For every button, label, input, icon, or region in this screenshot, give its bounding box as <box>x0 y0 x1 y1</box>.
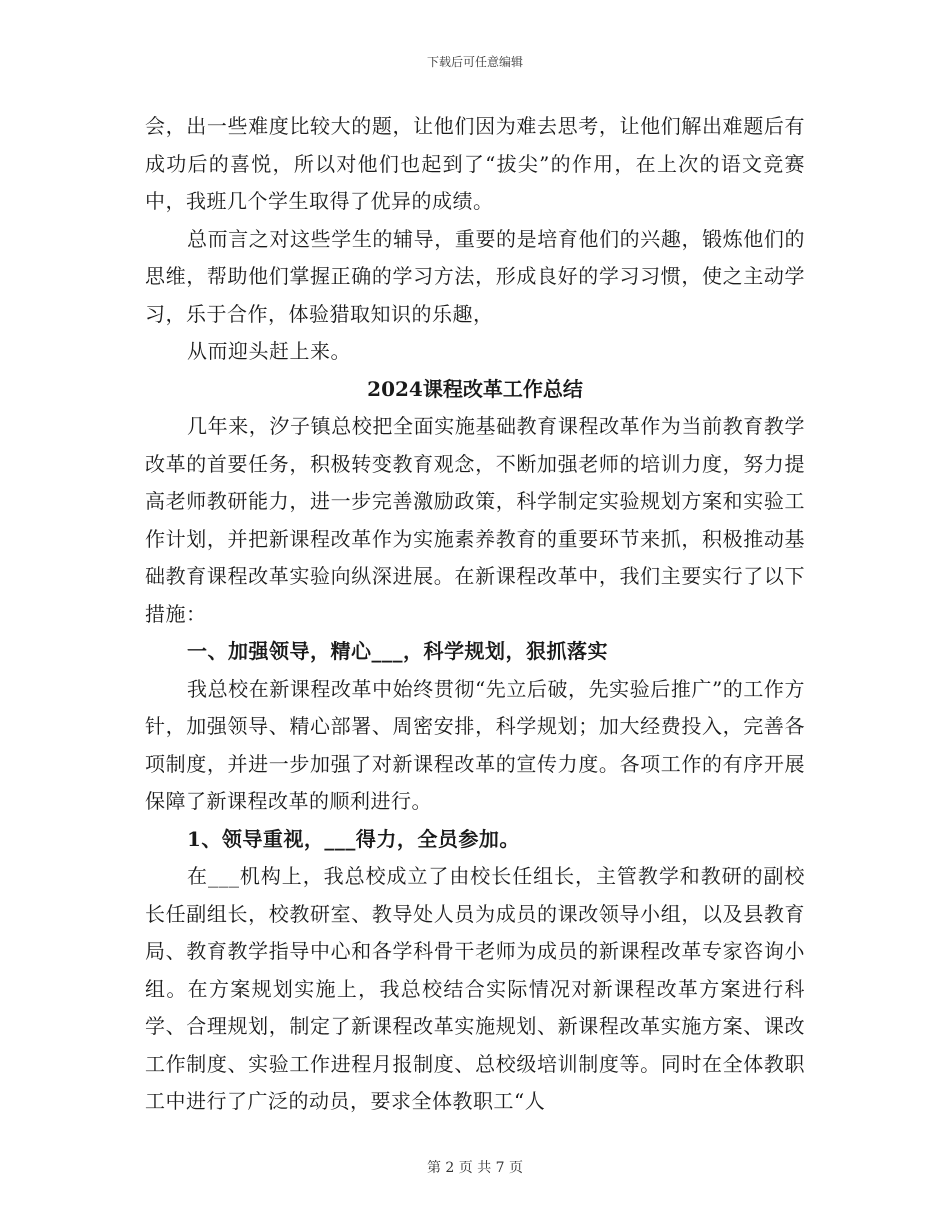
paragraph-1: 会，出一些难度比较大的题，让他们因为难去思考，让他们解出难题后有成功后的喜悦，所以对他们也起到了“拔尖”的作用，在上次的语文竞赛中，我班几个学生取得了优异的成绩。 <box>145 114 805 213</box>
paragraph-4: 几年来，汐子镇总校把全面实施基础教育课程改革作为当前教育教学改革的首要任务，积极转变教育观念，不断加强老师的培训力度，努力提高老师教研能力，进一步完善激励政策，科学制定实验规划方案和实验工作计划，并把新课程改革作为实施素养教育的重要环节来抓，积极推动基础教育课程改革实验向纵深进展。在新课程改革中，我们主要实行了以下措施： <box>145 414 805 626</box>
page-number: 第 2 页 共 7 页 <box>426 1160 524 1176</box>
paragraph-3: 从而迎头赶上来。 <box>187 339 351 363</box>
paragraph-2: 总而言之对这些学生的辅导，重要的是培育他们的兴趣，锻炼他们的思维，帮助他们掌握正确的学习方法，形成良好的学习习惯，使之主动学习，乐于合作，体验猎取知识的乐趣， <box>145 226 805 326</box>
heading-2: 1、领导重视，___得力，全员参加。 <box>187 826 520 851</box>
document-body <box>145 108 805 1121</box>
section-title: 2024课程改革工作总结 <box>367 376 583 401</box>
paragraph-6: 在___机构上，我总校成立了由校长任组长，主管教学和教研的副校长任副组长，校教研室、教导处人员为成员的课改领导小组，以及县教育局、教育教学指导中心和各学科骨干老师为成员的新课程改革专家咨询小组。在方案规划实施上，我总校结合实际情况对新课程改革方案进行科学、合理规划，制定了新课程改革实施规划、新课程改革实施方案、课改工作制度、实验工作进程月报制度、总校级培训制度等。同时在全体教职工中进行了广泛的动员，要求全体教职工“人 <box>145 864 805 1113</box>
paragraph-5: 我总校在新课程改革中始终贯彻“先立后破，先实验后推广”的工作方针，加强领导、精心部署、周密安排，科学规划；加大经费投入，完善各项制度，并进一步加强了对新课程改革的宣传力度。各项工作的有序开展保障了新课程改革的顺利进行。 <box>145 676 805 813</box>
page-header: 下载后可任意编辑 <box>426 55 523 69</box>
heading-1: 一、加强领导，精心___，科学规划，狠抓落实 <box>187 639 608 663</box>
